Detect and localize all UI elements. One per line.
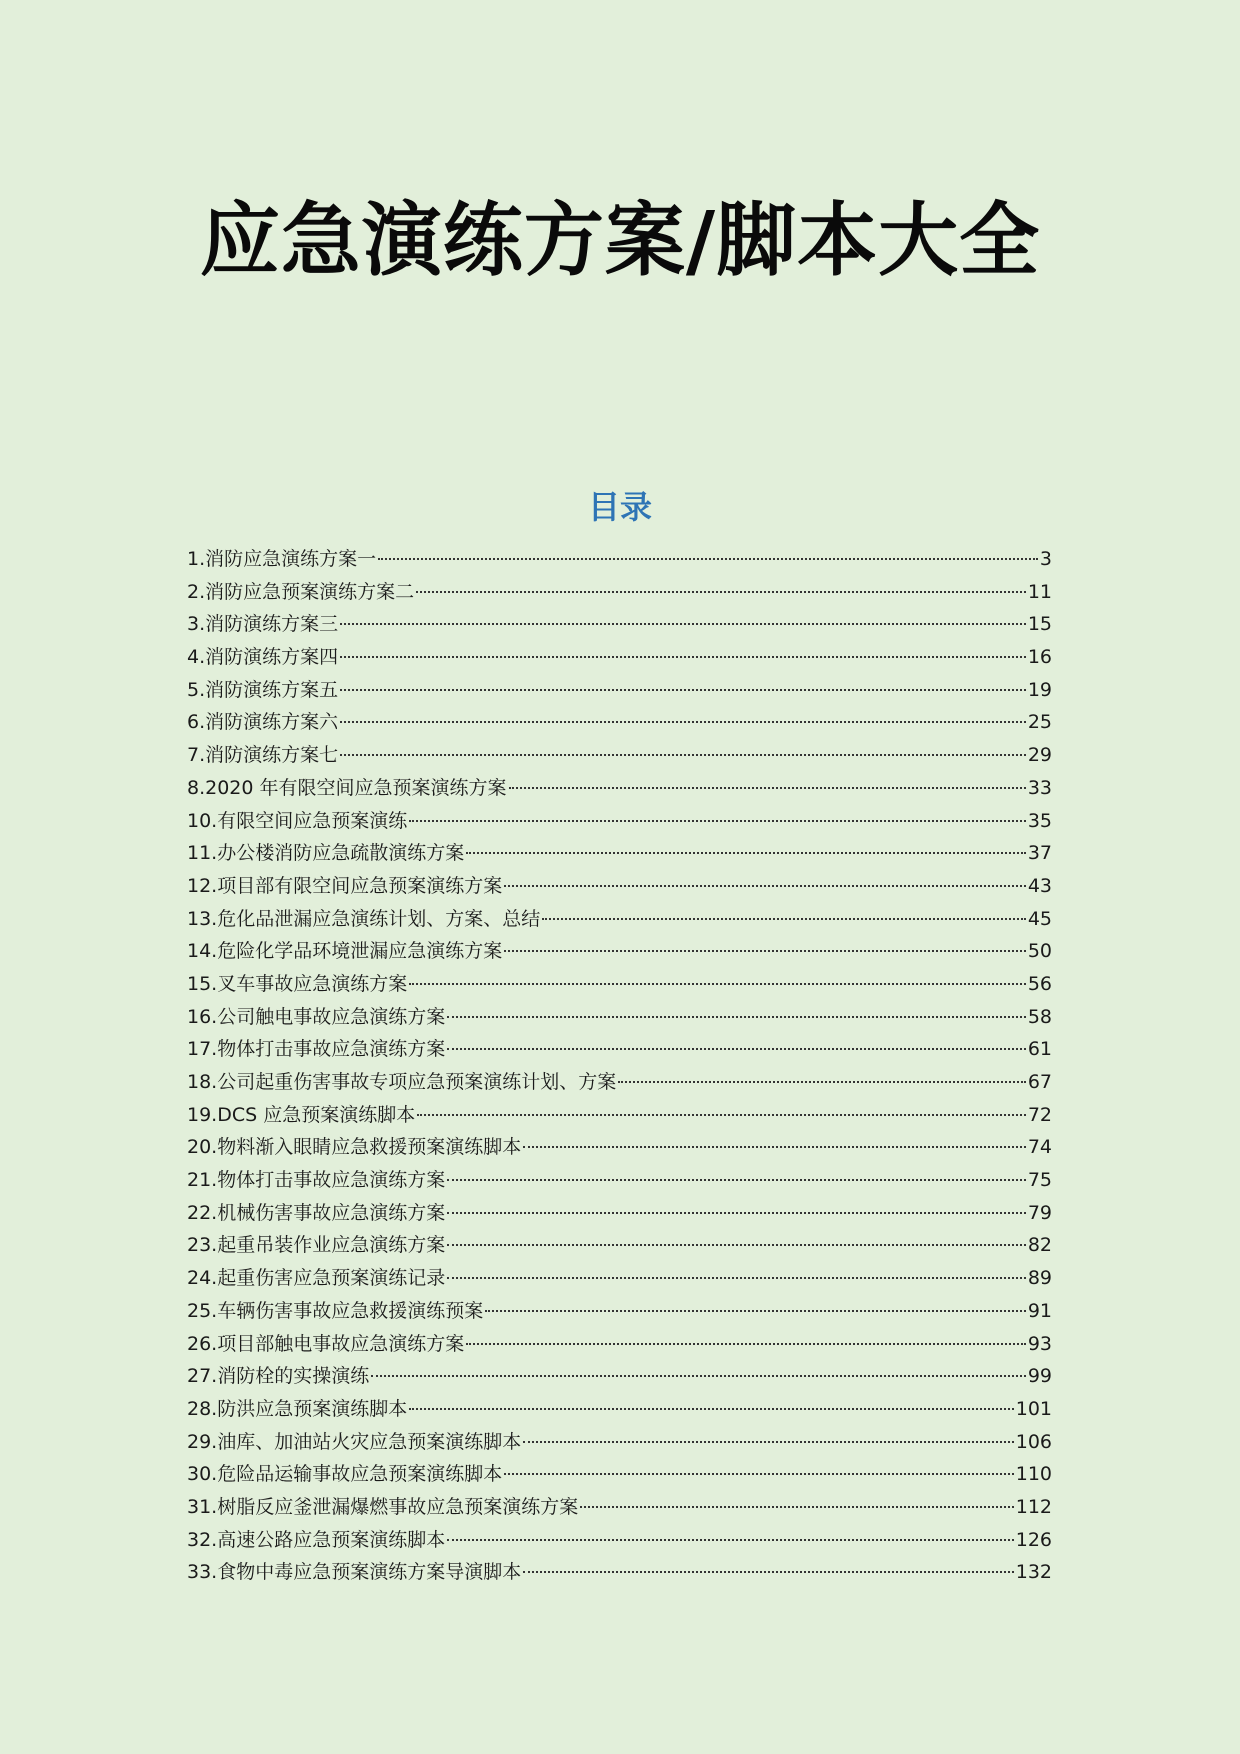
- toc-entry-title: 32.高速公路应急预案演练脚本: [187, 1528, 446, 1551]
- toc-page-number: 67: [1027, 1071, 1052, 1093]
- toc-entry[interactable]: [187, 968, 1052, 1001]
- toc-page-number: 43: [1027, 874, 1052, 897]
- toc-entry[interactable]: [187, 1099, 1052, 1132]
- toc-entry-title: 12.项目部有限空间应急预案演练方案: [187, 874, 503, 897]
- toc-entry-title: 25.车辆伤害事故应急救援演练预案: [187, 1299, 484, 1322]
- toc-dot-leader: [409, 1407, 1014, 1410]
- document-title: 应急演练方案/脚本大全: [199, 193, 1041, 287]
- toc-heading: 目录: [587, 488, 652, 526]
- toc-page-number: 82: [1027, 1234, 1052, 1257]
- toc-entry[interactable]: [187, 1360, 1052, 1393]
- toc-entry-title: 22.机械伤害事故应急演练方案: [187, 1201, 446, 1224]
- toc-dot-leader: [504, 1472, 1014, 1475]
- toc-dot-leader: [509, 786, 1026, 789]
- toc-dot-leader: [523, 1570, 1014, 1573]
- toc-entry[interactable]: [187, 837, 1052, 870]
- toc-entry[interactable]: [187, 739, 1052, 772]
- toc-entry[interactable]: [187, 1131, 1052, 1164]
- toc-page-number: 91: [1027, 1299, 1052, 1322]
- toc-dot-leader: [466, 851, 1026, 854]
- toc-entry-title: 3.消防演练方案三: [187, 613, 339, 636]
- toc-entry-title: 31.树脂反应釜泄漏爆燃事故应急预案演练方案: [187, 1495, 579, 1518]
- toc-dot-leader: [447, 1015, 1026, 1018]
- toc-entry[interactable]: [187, 1001, 1052, 1034]
- toc-entry[interactable]: [187, 1295, 1052, 1328]
- toc-entry-title: 20.物料渐入眼睛应急救援预案演练脚本: [187, 1136, 522, 1159]
- toc-dot-leader: [378, 557, 1038, 560]
- toc-page-number: 16: [1027, 646, 1052, 669]
- toc-entry[interactable]: [187, 1229, 1052, 1262]
- toc-entry-title: 13.危化品泄漏应急演练计划、方案、总结: [187, 907, 541, 930]
- toc-entry[interactable]: [187, 903, 1052, 936]
- toc-dot-leader: [447, 1276, 1026, 1279]
- toc-page-number: 15: [1027, 613, 1052, 636]
- toc-page-number: 101: [1015, 1397, 1052, 1420]
- toc-dot-leader: [504, 884, 1026, 887]
- toc-entry-title: 15.叉车事故应急演练方案: [187, 972, 408, 995]
- toc-dot-leader: [340, 720, 1026, 723]
- toc-entry[interactable]: [187, 1066, 1052, 1099]
- toc-entry[interactable]: [187, 1458, 1052, 1491]
- toc-entry-title: 2.消防应急预案演练方案二: [187, 580, 415, 603]
- toc-entry-title: 18.公司起重伤害事故专项应急预案演练计划、方案: [187, 1071, 617, 1093]
- toc-dot-leader: [409, 982, 1026, 985]
- toc-entry[interactable]: [187, 805, 1052, 838]
- toc-page-number: 112: [1015, 1495, 1052, 1518]
- toc-entry[interactable]: [187, 576, 1052, 609]
- toc-dot-leader: [447, 1047, 1026, 1050]
- toc-entry[interactable]: [187, 1164, 1052, 1197]
- toc-page-number: 58: [1027, 1005, 1052, 1028]
- toc-entry-title: 33.食物中毒应急预案演练方案导演脚本: [187, 1561, 522, 1584]
- toc-page-number: 99: [1027, 1365, 1052, 1388]
- toc-dot-leader: [447, 1178, 1026, 1181]
- toc-entry-title: 6.消防演练方案六: [187, 711, 339, 734]
- toc-entry-title: 17.物体打击事故应急演练方案: [187, 1038, 446, 1061]
- toc-entry-title: 7.消防演练方案七: [187, 744, 339, 767]
- toc-entry[interactable]: [187, 706, 1052, 739]
- toc-page-number: 110: [1015, 1463, 1052, 1486]
- toc-entry[interactable]: [187, 641, 1052, 674]
- toc-page-number: 29: [1027, 744, 1052, 767]
- toc-entry[interactable]: [187, 543, 1052, 576]
- toc-entry-title: 14.危险化学品环境泄漏应急演练方案: [187, 940, 503, 963]
- toc-entry-title: 4.消防演练方案四: [187, 646, 339, 669]
- toc-dot-leader: [340, 753, 1026, 756]
- toc-entry[interactable]: [187, 1524, 1052, 1557]
- toc-dot-leader: [523, 1145, 1026, 1148]
- toc-dot-leader: [504, 949, 1026, 952]
- toc-page-number: 106: [1015, 1430, 1052, 1453]
- toc-entry-title: 10.有限空间应急预案演练: [187, 809, 408, 832]
- toc-page-number: 56: [1027, 972, 1052, 995]
- toc-entry-title: 30.危险品运输事故应急预案演练脚本: [187, 1463, 503, 1486]
- toc-page-number: 37: [1027, 842, 1052, 865]
- toc-entry[interactable]: [187, 935, 1052, 968]
- toc-dot-leader: [618, 1080, 1026, 1083]
- toc-dot-leader: [340, 655, 1026, 658]
- toc-page-number: 126: [1015, 1528, 1052, 1551]
- toc-entry-title: 19.DCS 应急预案演练脚本: [187, 1103, 416, 1126]
- toc-page-number: 93: [1027, 1332, 1052, 1355]
- toc-entry-title: 26.项目部触电事故应急演练方案: [187, 1332, 465, 1355]
- toc-entry[interactable]: [187, 1393, 1052, 1426]
- toc-page-number: 72: [1027, 1103, 1052, 1126]
- toc-entry-title: 23.起重吊装作业应急演练方案: [187, 1234, 446, 1257]
- toc-page-number: 50: [1027, 940, 1052, 963]
- toc-entry-title: 27.消防栓的实操演练: [187, 1365, 370, 1388]
- toc-page-number: 19: [1027, 678, 1052, 701]
- toc-dot-leader: [417, 1113, 1026, 1116]
- toc-dot-leader: [580, 1505, 1014, 1508]
- toc-page-number: 75: [1027, 1169, 1052, 1192]
- toc-page-number: 132: [1015, 1561, 1052, 1584]
- toc-entry-title: 29.油库、加油站火灾应急预案演练脚本: [187, 1430, 522, 1453]
- toc-page-number: 61: [1027, 1038, 1052, 1061]
- toc-dot-leader: [523, 1440, 1014, 1443]
- toc-page-number: 35: [1027, 809, 1052, 832]
- toc-dot-leader: [447, 1211, 1026, 1214]
- toc-entry-title: 28.防洪应急预案演练脚本: [187, 1397, 408, 1420]
- toc-dot-leader: [466, 1342, 1026, 1345]
- toc-dot-leader: [485, 1309, 1026, 1312]
- toc-dot-leader: [371, 1374, 1026, 1377]
- toc-dot-leader: [416, 590, 1026, 593]
- toc-entry[interactable]: [187, 1328, 1052, 1361]
- toc-entry[interactable]: [187, 1491, 1052, 1524]
- toc-dot-leader: [340, 688, 1026, 691]
- toc-entry[interactable]: [187, 870, 1052, 903]
- toc-page-number: 3: [1039, 548, 1052, 570]
- toc-page-number: 45: [1027, 907, 1052, 930]
- toc-page-number: 79: [1027, 1201, 1052, 1224]
- toc-dot-leader: [409, 819, 1026, 822]
- toc-entry[interactable]: [187, 1262, 1052, 1295]
- toc-page-number: 11: [1027, 580, 1052, 603]
- toc-page-number: 33: [1027, 776, 1052, 799]
- toc-page-number: 25: [1027, 711, 1052, 734]
- toc-dot-leader: [447, 1243, 1026, 1246]
- toc-dot-leader: [542, 917, 1026, 920]
- toc-page-number: 74: [1027, 1136, 1052, 1159]
- toc-entry-title: 16.公司触电事故应急演练方案: [187, 1005, 446, 1028]
- toc-entry-title: 21.物体打击事故应急演练方案: [187, 1169, 446, 1192]
- toc-dot-leader: [447, 1538, 1014, 1541]
- toc-entry-title: 5.消防演练方案五: [187, 678, 339, 701]
- toc-entry[interactable]: [187, 674, 1052, 707]
- table-of-contents: [187, 543, 1052, 1589]
- toc-entry[interactable]: [187, 1197, 1052, 1230]
- toc-entry-title: 1.消防应急演练方案一: [187, 548, 377, 570]
- toc-entry[interactable]: [187, 772, 1052, 805]
- toc-dot-leader: [340, 622, 1026, 625]
- toc-entry[interactable]: [187, 1556, 1052, 1589]
- toc-entry-title: 11.办公楼消防应急疏散演练方案: [187, 842, 465, 865]
- toc-entry[interactable]: [187, 1426, 1052, 1459]
- toc-entry-title: 8.2020 年有限空间应急预案演练方案: [187, 776, 507, 799]
- toc-page-number: 89: [1027, 1267, 1052, 1290]
- toc-entry-title: 24.起重伤害应急预案演练记录: [187, 1267, 446, 1290]
- toc-entry[interactable]: [187, 1033, 1052, 1066]
- toc-entry[interactable]: [187, 608, 1052, 641]
